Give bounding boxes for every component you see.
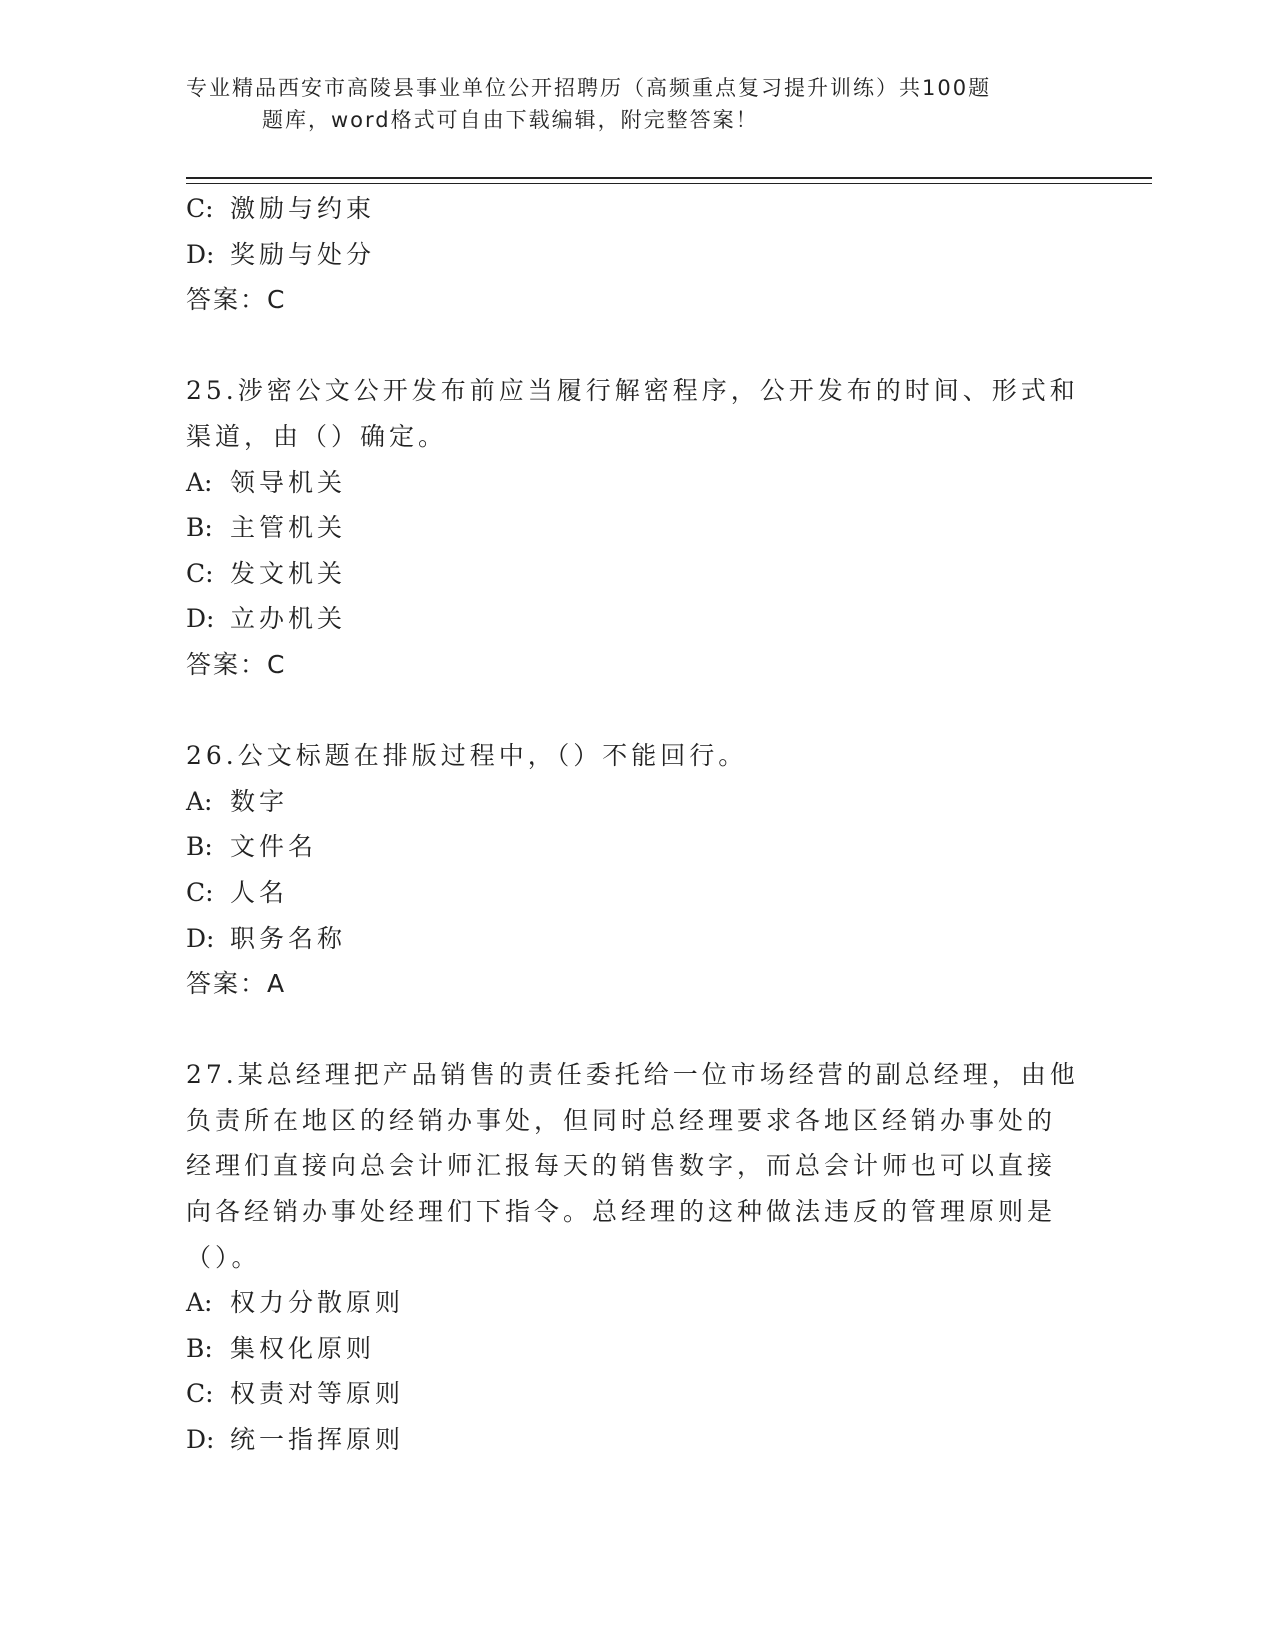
option-text: 文件名 [230,832,318,862]
question-24-tail [186,186,1086,323]
question-stem-line: 渠道，由（）确定。 [186,421,448,451]
question-stem-line: 向各经销办事处经理们下指令。总经理的这种做法违反的管理原则是 [186,1197,1057,1227]
option-key: C: [186,558,214,588]
option-text: 主管机关 [230,513,347,543]
option-d [186,1417,1086,1463]
option-key: A: [186,786,213,816]
option-text: 发文机关 [230,558,347,588]
option-text: 奖励与处分 [230,239,376,269]
option-d [186,916,1086,962]
question-stem-line: 27.某总经理把产品销售的责任委托给一位市场经营的副总经理，由他 [186,1060,1079,1090]
option-key: D: [186,239,215,269]
question-27 [186,1052,1086,1462]
option-key: C: [186,194,214,223]
document-header [186,72,1086,136]
option-a [186,779,1086,825]
option-c [186,186,1086,232]
option-text: 职务名称 [230,923,347,953]
question-spacer [186,688,1086,734]
option-key: A: [186,467,213,497]
option-d [186,596,1086,642]
question-list [186,186,1086,1463]
header-title-line-1: 专业精品西安市高陵县事业单位公开招聘历（高频重点复习提升训练）共100题 [186,76,992,100]
option-text: 激励与约束 [230,194,376,223]
option-text: 立办机关 [230,604,347,634]
option-key: D: [186,604,215,634]
option-c [186,1371,1086,1417]
answer-line: 答案：C [186,285,287,315]
option-a [186,1280,1086,1326]
answer-line: 答案：A [186,969,287,999]
question-spacer [186,323,1086,369]
header-rule-thin [186,183,1152,184]
option-a [186,460,1086,506]
option-text: 领导机关 [230,467,347,497]
question-stem-line: 负责所在地区的经销办事处，但同时总经理要求各地区经销办事处的 [186,1105,1057,1135]
option-b [186,1326,1086,1372]
option-b [186,505,1086,551]
option-c [186,551,1086,597]
question-26 [186,733,1086,1007]
option-c [186,870,1086,916]
option-key: D: [186,1425,215,1455]
option-text: 集权化原则 [230,1333,376,1363]
question-25 [186,368,1086,687]
option-key: C: [186,1379,214,1409]
header-rule-thick [186,177,1152,179]
option-key: A: [186,1288,213,1318]
question-stem-line: 25.涉密公文公开发布前应当履行解密程序，公开发布的时间、形式和 [186,376,1079,406]
question-stem-line: 经理们直接向总会计师汇报每天的销售数字，而总会计师也可以直接 [186,1151,1057,1181]
answer-line: 答案：C [186,649,287,679]
option-text: 统一指挥原则 [230,1425,405,1455]
option-text: 权责对等原则 [230,1379,405,1409]
option-key: B: [186,513,213,543]
option-text: 人名 [230,877,289,907]
option-key: D: [186,923,215,953]
option-key: B: [186,1333,213,1363]
option-b [186,824,1086,870]
option-text: 数字 [230,786,289,816]
question-spacer [186,1007,1086,1053]
option-d [186,232,1086,278]
option-text: 权力分散原则 [230,1288,405,1318]
question-stem-line: 26.公文标题在排版过程中，（）不能回行。 [186,741,748,771]
option-key: B: [186,832,213,862]
header-title-line-2: 题库，word格式可自由下载编辑，附完整答案！ [262,108,759,132]
question-stem-line: （）。 [186,1242,261,1272]
option-key: C: [186,877,214,907]
